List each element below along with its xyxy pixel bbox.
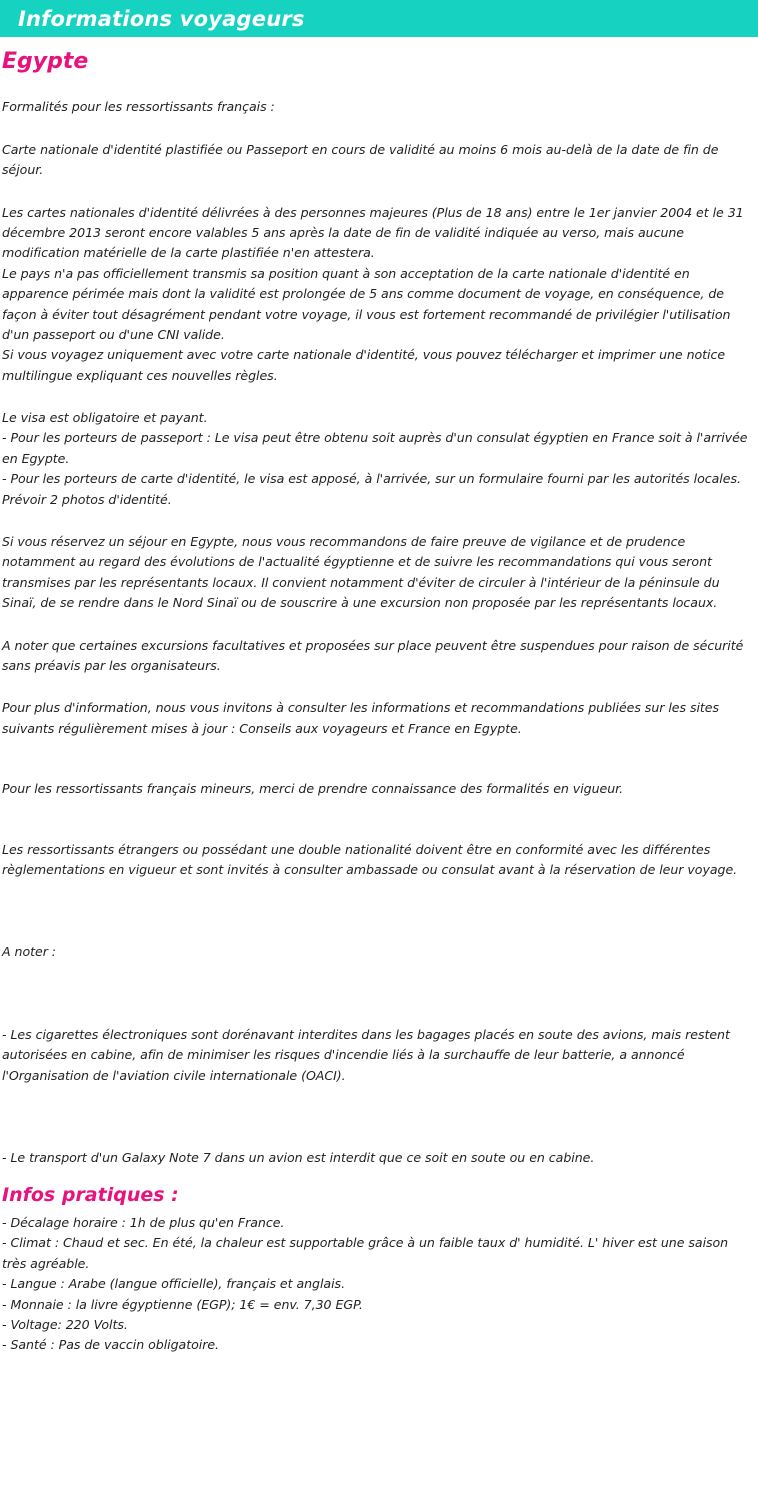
page-title: Egypte [2, 49, 89, 74]
formalities-intro: Formalités pour les ressortissants français : [2, 99, 275, 115]
visa-photos-requirement: Prévoir 2 photos d'identité. [2, 491, 172, 507]
practical-info-item: - Climat : Chaud et sec. En été, la chaleur est supportable grâce à un faible taux d' humidité. L' hiver est une saison très agréable. [2, 1235, 729, 1271]
galaxy-note-paragraph: - Le transport d'un Galaxy Note 7 dans un avion est interdit que ce soit en soute ou en cabine. [2, 1149, 595, 1165]
spacer [2, 510, 754, 532]
spacer [2, 386, 754, 408]
spacer [2, 1003, 754, 1025]
spacer [2, 676, 754, 698]
spacer [2, 118, 754, 140]
practical-info-item: - Voltage: 220 Volts. [2, 1317, 128, 1333]
note-label: A noter : [2, 944, 56, 960]
spacer [2, 75, 754, 97]
spacer [2, 739, 754, 779]
practical-info-item: - Santé : Pas de vaccin obligatoire. [2, 1337, 219, 1353]
optional-excursions-paragraph: A noter que certaines excursions facultatives et proposées sur place peuvent être suspendues pour raison de sécurité sans préavis par les organisateurs. [2, 637, 744, 673]
header-title: Informations voyageurs [18, 6, 305, 31]
visa-requirement: Le visa est obligatoire et payant. [2, 410, 208, 426]
electronic-cigarettes-paragraph: - Les cigarettes électroniques sont dorénavant interdites dans les bagages placés en soute des avions, mais restent autorisées en cabine, afin de minimiser les risques d'incendie liés à la surchauffe de leur batterie, a annoncé l'Organisation de l'aviation civile internationale (OACI). [2, 1026, 730, 1083]
page-header [0, 0, 758, 37]
spacer [2, 880, 754, 920]
spacer [2, 1086, 754, 1126]
identity-document-requirement: Carte nationale d'identité plastifiée ou Passeport en cours de validité au moins 6 mois au-delà de la date de fin de séjour. [2, 141, 719, 178]
security-vigilance-paragraph: Si vous réservez un séjour en Egypte, nous vous recommandons de faire preuve de vigilance et de prudence notamment au regard des évolutions de l'actualité égyptienne et de suivre les recommandations qui vous seront transmises par les représentants locaux. Il convient notamment d'éviter de circuler à l'intérieur de la péninsule du Sinaï, de se rendre dans le Nord Sinaï ou de souscrire à une excursion non proposée par les représentants locaux. [2, 534, 720, 611]
minors-formalities-paragraph: Pour les ressortissants français mineurs, merci de prendre connaissance des formalités en vigueur. [2, 781, 624, 797]
cni-validity-paragraph: Les cartes nationales d'identité délivrées à des personnes majeures (Plus de 18 ans) entre le 1er janvier 2004 et le 31 décembre 2013 seront encore valables 5 ans après la date de fin de validité indiquée au verso, mais aucune modification matérielle de la carte plastifiée n'en attestera. [2, 204, 744, 261]
practical-info-item: - Décalage horaire : 1h de plus qu'en France. [2, 1215, 285, 1231]
foreign-nationals-paragraph: Les ressortissants étrangers ou possédant une double nationalité doivent être en conformité avec les différentes règlementations en vigueur et sont invités à consulter ambassade ou consulat avant à la réservation de leur voyage. [2, 841, 738, 877]
cni-notice-paragraph: Si vous voyagez uniquement avec votre carte nationale d'identité, vous pouvez télécharger et imprimer une notice multilingue expliquant ces nouvelles règles. [2, 347, 726, 383]
visa-passport-holders: - Pour les porteurs de passeport : Le visa peut être obtenu soit auprès d'un consulat égyptien en France soit à l'arrivée en Egypte. [2, 430, 748, 466]
spacer [2, 800, 754, 840]
document-content [0, 49, 758, 1376]
spacer [2, 920, 754, 942]
practical-info-item: - Monnaie : la livre égyptienne (EGP); 1€ = env. 7,30 EGP. [2, 1296, 363, 1312]
useful-websites-paragraph: Pour plus d'information, nous vous invitons à consulter les informations et recommandations publiées sur les sites suivants régulièrement mises à jour : Conseils aux voyageurs et France en Egypte. [2, 700, 720, 736]
cni-country-position-paragraph: Le pays n'a pas officiellement transmis sa position quant à son acceptation de la carte nationale d'identité en apparence périmée mais dont la validité est prolongée de 5 ans comme document de voyage, en conséquence, de façon à éviter tout désagrément pendant votre voyage, il vous est fortement recommandé de privilégier l'utilisation d'un passeport ou d'une CNI valide. [2, 265, 731, 342]
visa-id-card-holders: - Pour les porteurs de carte d'identité, le visa est apposé, à l'arrivée, sur un formulaire fourni par les autorités locales. [2, 471, 741, 487]
spacer [2, 614, 754, 636]
spacer [2, 181, 754, 203]
spacer [2, 1126, 754, 1148]
practical-info-title: Infos pratiques : [2, 1184, 179, 1207]
spacer [2, 963, 754, 1003]
practical-info-item: - Langue : Arabe (langue officielle), français et anglais. [2, 1276, 346, 1292]
